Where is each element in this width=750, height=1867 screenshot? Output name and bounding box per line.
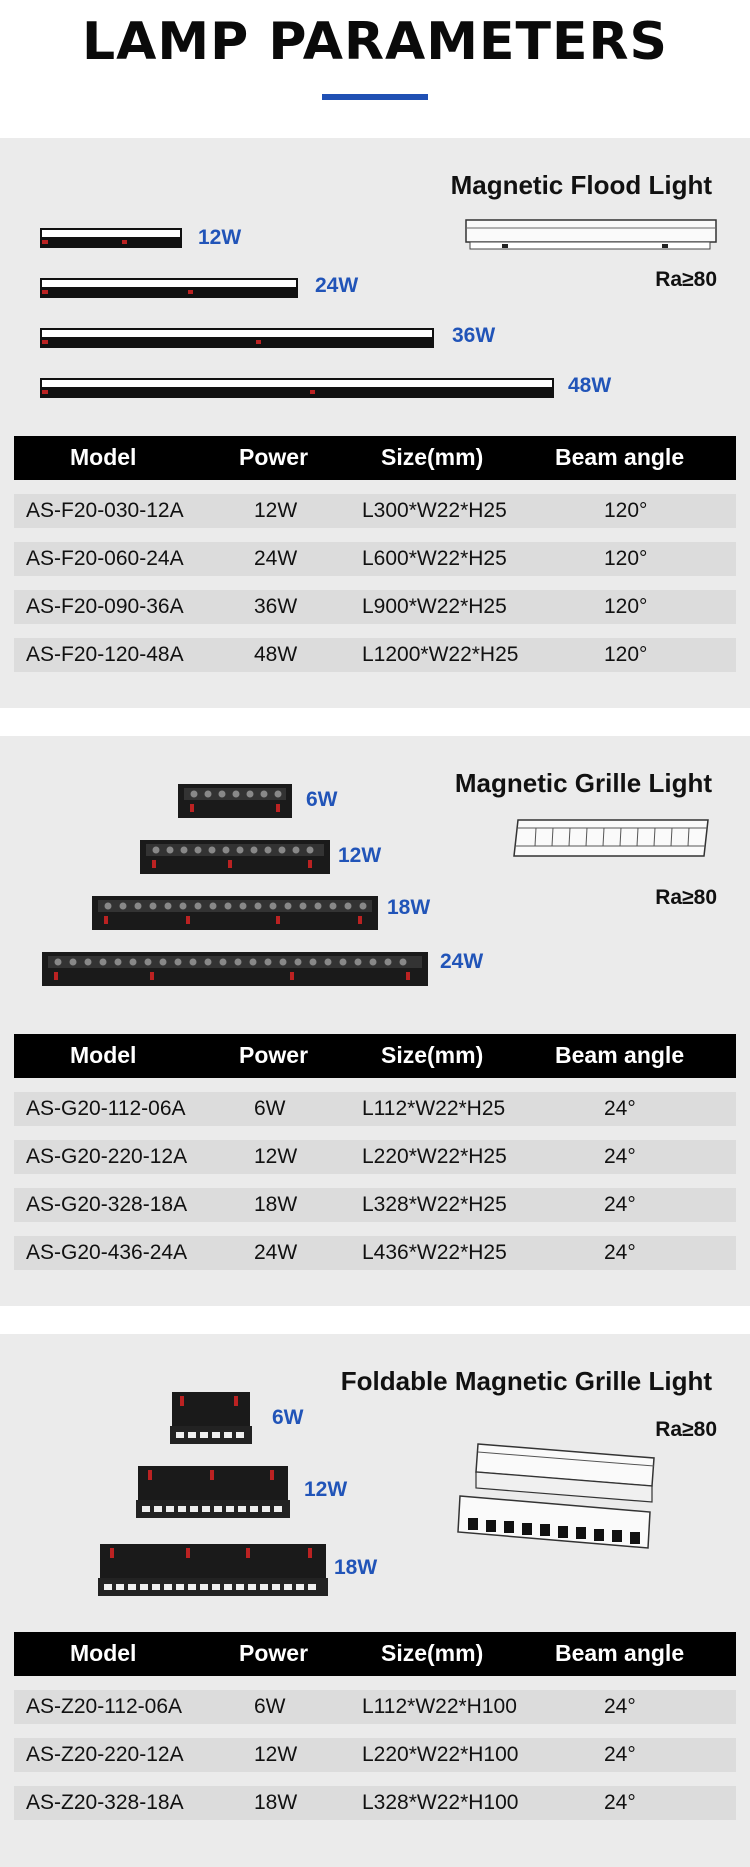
cell-model: AS-Z20-112-06A — [26, 1695, 183, 1718]
wattage-label: 18W — [387, 896, 431, 919]
section-title: Magnetic Grille Light — [454, 768, 712, 798]
table-row — [14, 1188, 736, 1222]
cell-model: AS-G20-112-06A — [26, 1097, 186, 1120]
table-row — [14, 1690, 736, 1724]
table-header — [14, 436, 736, 480]
cell-size: L600*W22*H25 — [362, 547, 507, 570]
header-beam-angle: Beam angle — [555, 1042, 685, 1068]
table-row — [14, 1140, 736, 1174]
cell-power: 12W — [254, 1743, 298, 1766]
wattage-label: 24W — [315, 274, 359, 297]
foldable-light-12w-image — [134, 1464, 292, 1522]
header-model: Model — [70, 444, 137, 470]
cell-size: L900*W22*H25 — [362, 595, 507, 618]
section-title: Magnetic Flood Light — [450, 170, 712, 200]
cell-beam-angle: 24° — [604, 1791, 636, 1814]
table-header — [14, 1034, 736, 1078]
wattage-label: 6W — [306, 788, 338, 811]
wattage-label: 12W — [304, 1478, 348, 1501]
table-header — [14, 1632, 736, 1676]
cell-power: 12W — [254, 1145, 298, 1168]
cell-power: 18W — [254, 1791, 298, 1814]
cell-size: L220*W22*H100 — [362, 1743, 519, 1766]
header-size: Size(mm) — [381, 1640, 484, 1666]
wattage-label: 6W — [272, 1406, 304, 1429]
wattage-label: 36W — [452, 324, 496, 347]
cell-power: 36W — [254, 595, 298, 618]
cell-model: AS-Z20-328-18A — [26, 1791, 184, 1814]
table-row — [14, 1236, 736, 1270]
grille-light-12w-image — [138, 838, 332, 878]
cell-size: L220*W22*H25 — [362, 1145, 507, 1168]
cell-model: AS-F20-030-12A — [26, 499, 184, 522]
flood-light-product-drawing — [462, 216, 722, 258]
cell-model: AS-G20-220-12A — [26, 1145, 188, 1168]
cell-model: AS-Z20-220-12A — [26, 1743, 184, 1766]
cell-beam-angle: 120° — [604, 499, 648, 522]
cell-size: L328*W22*H100 — [362, 1791, 519, 1814]
header-power: Power — [239, 1042, 309, 1068]
table-row — [14, 494, 736, 528]
cell-beam-angle: 24° — [604, 1145, 636, 1168]
grille-light-product-drawing — [508, 816, 714, 862]
table-row — [14, 590, 736, 624]
page-header — [0, 0, 750, 138]
flood-light-36w-image — [38, 326, 436, 350]
cell-model: AS-F20-120-48A — [26, 643, 184, 666]
table-row — [14, 1786, 736, 1820]
grille-light-6w-image — [176, 782, 294, 822]
flood-light-24w-image — [38, 276, 300, 300]
grille-light-24w-image — [40, 950, 430, 990]
foldable-light-product-drawing — [454, 1438, 664, 1568]
table-row — [14, 638, 736, 672]
cell-power: 18W — [254, 1193, 298, 1216]
cell-size: L112*W22*H25 — [362, 1097, 506, 1120]
cell-model: AS-F20-060-24A — [26, 547, 184, 570]
ra-label: Ra≥80 — [655, 268, 717, 291]
wattage-label: 24W — [440, 950, 484, 973]
header-beam-angle: Beam angle — [555, 444, 685, 470]
cell-power: 24W — [254, 547, 298, 570]
cell-power: 48W — [254, 643, 298, 666]
table-row — [14, 1092, 736, 1126]
header-model: Model — [70, 1042, 137, 1068]
cell-power: 6W — [254, 1097, 286, 1120]
cell-power: 12W — [254, 499, 298, 522]
header-beam-angle: Beam angle — [555, 1640, 685, 1666]
cell-model: AS-G20-328-18A — [26, 1193, 188, 1216]
cell-power: 6W — [254, 1695, 286, 1718]
cell-beam-angle: 120° — [604, 547, 648, 570]
grille-light-18w-image — [90, 894, 380, 934]
wattage-label: 12W — [338, 844, 382, 867]
section-title: Foldable Magnetic Grille Light — [340, 1366, 712, 1396]
header-model: Model — [70, 1640, 137, 1666]
header-power: Power — [239, 444, 309, 470]
cell-model: AS-G20-436-24A — [26, 1241, 188, 1264]
cell-beam-angle: 24° — [604, 1193, 636, 1216]
header-size: Size(mm) — [381, 444, 484, 470]
header-size: Size(mm) — [381, 1042, 484, 1068]
cell-beam-angle: 120° — [604, 595, 648, 618]
cell-size: L436*W22*H25 — [362, 1241, 507, 1264]
table-row — [14, 1738, 736, 1772]
section-foldable-grille-light — [0, 1334, 750, 1867]
cell-beam-angle: 24° — [604, 1097, 636, 1120]
section-grille-light — [0, 736, 750, 1306]
foldable-light-18w-image — [96, 1542, 330, 1600]
table-row — [14, 542, 736, 576]
cell-beam-angle: 24° — [604, 1241, 636, 1264]
cell-size: L1200*W22*H25 — [362, 643, 519, 666]
cell-beam-angle: 24° — [604, 1743, 636, 1766]
wattage-label: 12W — [198, 226, 242, 249]
flood-light-12w-image — [38, 226, 184, 250]
wattage-label: 48W — [568, 374, 612, 397]
cell-size: L112*W22*H100 — [362, 1695, 517, 1718]
cell-size: L300*W22*H25 — [362, 499, 507, 522]
page-title: LAMP PARAMETERS — [82, 12, 668, 72]
header-power: Power — [239, 1640, 309, 1666]
wattage-label: 18W — [334, 1556, 378, 1579]
title-underline — [322, 94, 428, 100]
section-flood-light — [0, 138, 750, 708]
cell-model: AS-F20-090-36A — [26, 595, 184, 618]
cell-size: L328*W22*H25 — [362, 1193, 507, 1216]
cell-power: 24W — [254, 1241, 298, 1264]
cell-beam-angle: 120° — [604, 643, 648, 666]
ra-label: Ra≥80 — [655, 886, 717, 909]
cell-beam-angle: 24° — [604, 1695, 636, 1718]
flood-light-48w-image — [38, 376, 556, 400]
foldable-light-6w-image — [168, 1390, 254, 1448]
ra-label: Ra≥80 — [655, 1418, 717, 1441]
